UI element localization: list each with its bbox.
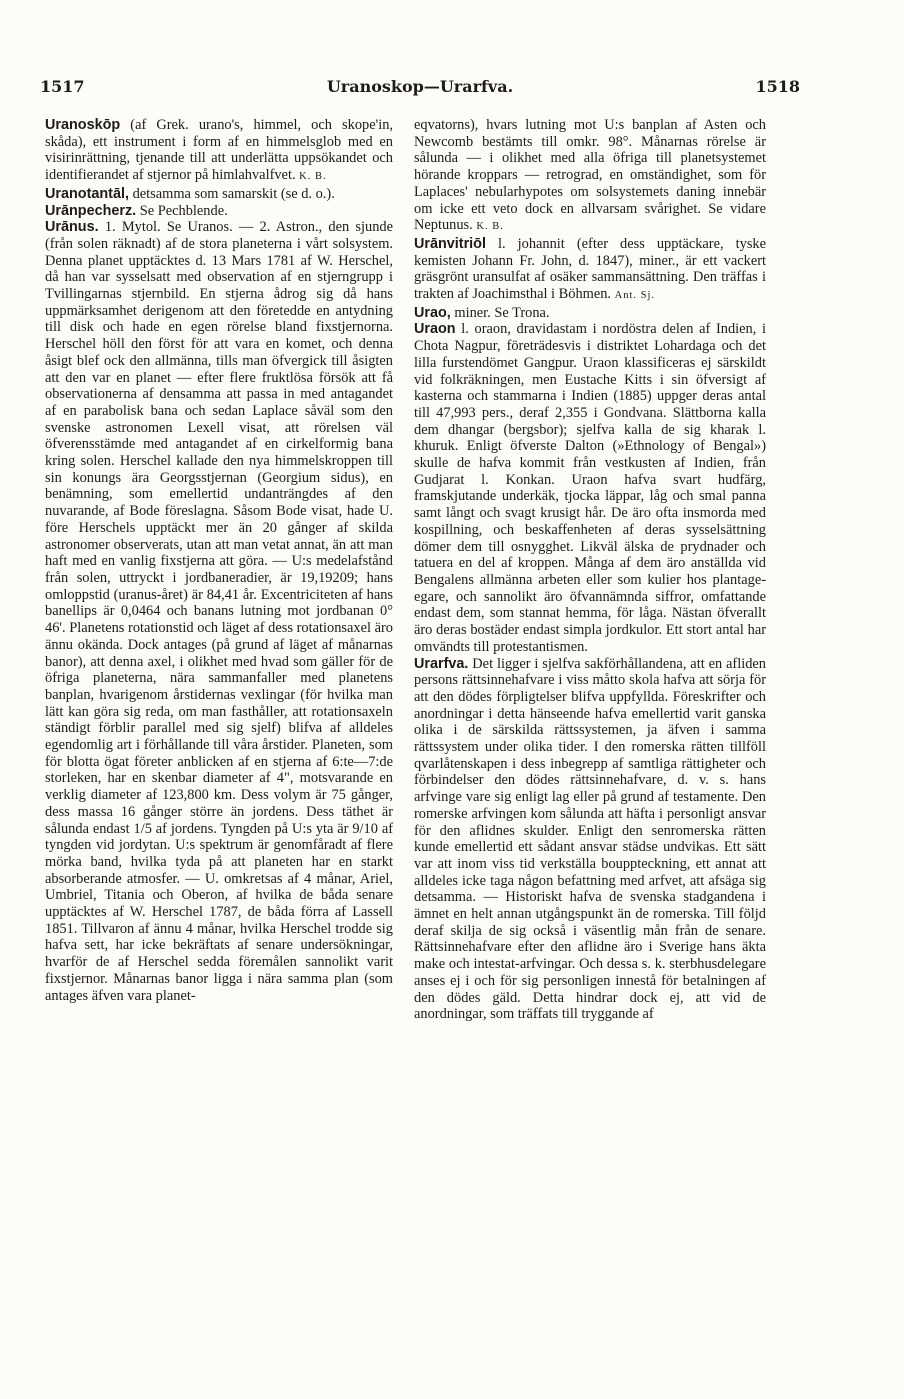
entry-text: Se Pechblende. — [136, 202, 228, 219]
entry-text: Det ligger i sjelfva sakförhållandena, att en afliden persons rättsinnehafvare i viss måtto skola hafva att sörja för att den dödes förpligtelser blifva uppfyllda. Föreskrifter och anordningar i detta hänseende hafva emellertid varit ganska olika i de särskilda rättssystemen, ja äfven i samma rättssystem under olika tider. I den romerska rätten tillföll qvarlåtenskapen i dess inbegrepp af samtliga rättigheter och förbindelser den dödes rättsinnehafvare, d. v. s. hans arfvinge vare sig enligt lag eller på grund af testamente. Den romerske arfvingen kom sålunda att häfta i personligt ansvar för den aflidnes skulder. Enligt den senromerska rätten kunde emellertid ett sådant ansvar städse undvikas. Ett sätt var att inom viss tid verkställa bouppteckning, ett annat att alldeles icke taga någon befattning med arfvet, att afsäga sig detsamma. — Historiskt hafva de svenska stadgandena i ämnet en helt annan utgångspunkt än de romerska. Till följd deraf skilja de sig också i väsentlig mån från de senare. Rättsinnehafvare efter den aflidne äro i Sverige hans äkta make och intestat-arfvingar. Och dessa s. k. sterbhusdelegare anses ej i och för sig personligen innestå för betalningen af den dödes gäld. Detta hindrar dock ej, att vid de anordningar, som träffats till tryggande af — [414, 655, 766, 1023]
entry-text: l. johannit (efter dess upptäckare, tyske kemisten Johann Fr. John, d. 1847), miner., är ett vackert gräsgrönt uransulfat af osäker sammansättning. Den träffas i trakten af Joachimsthal i Böhmen. — [414, 235, 766, 303]
running-title: Uranoskop—Urarfva. — [326, 77, 514, 96]
entry-text: l. oraon, dravidastam i nordöstra delen af Indien, i Chota Nagpur, företrädesvis i distriktet Lohardaga och det lilla furstendömet Gangpur. Uraon klassificeras ej särskildt vid folkräkningen, men Eustache Kitts i sin öfversigt af kasterna och stammarna i Indien (1885) uppger deras antal till 47,993 pers., deraf 2,355 i Gondvana. Slättborna kalla dem dhangar (bergsbor); sjelfva kalla de sig kharak l. khuruk. Enligt öfverste Dalton (»Ethnology of Bengal») skulle de hafva kommit från vestkusten af Indien, från Gudjarat l. Konkan. Uraon hafva svart hudfärg, framskjutande underkäk, tjocka läppar, låg och smal panna samt långt och svagt krusigt hår. De äro ofta insmorda med kospillning, och beskaffenheten af deras sysselsättning dömer dem till osnygghet. Likväl älska de prydnader och tatuera en del af kroppen. Många af dem äro anställda vid Bengalens allmänna arbeten eller som kulier hos plantage-egare, och sannolikt äro öfvannämnda siffror, omfattande endast dem, som stannat hemma, för låga. Nästan öfverallt äro deras bostäder endast simpla jordkulor. Ett stort antal har omvändts till protestantismen. — [414, 321, 766, 655]
entry-text: miner. Se Trona. — [450, 304, 550, 321]
headword: Urao, — [414, 304, 451, 321]
entry-uraon — [414, 321, 766, 655]
author-signature: K. B. — [476, 221, 504, 233]
page-number-right: 1518 — [755, 77, 800, 96]
entry-uranoskop — [45, 117, 393, 186]
entry-uranus-continued — [414, 117, 766, 236]
headword: Urānpecherz. — [45, 202, 137, 219]
headword: Urānus. — [45, 219, 99, 236]
entry-uranvitriol — [414, 236, 766, 305]
page-number-left: 1517 — [40, 77, 85, 96]
entry-urao — [414, 305, 766, 322]
headword: Uraon — [414, 321, 456, 338]
left-column — [45, 117, 393, 1004]
author-signature: K. B. — [299, 171, 327, 183]
entry-text: detsamma som samarskit (se d. o.). — [128, 185, 335, 202]
entry-urarfva — [414, 656, 766, 1023]
entry-uranpecherz — [45, 203, 393, 220]
entry-text: 1. Mytol. Se Uranos. — 2. Astron., den sjunde (från solen räknadt) af de stora planeterna i vårt solsystem. Denna planet upptäcktes d. 13 Mars 1781 af W. Herschel, då han var sysselsatt med observation af en stjerngrupp i Tvillingarnas stjernbild. En stjerna ådrog sig då hans uppmärksamhet derigenom att den företedde en antydning till disk och hade en egen rörelse bland fixstjernorna. Herschel höll den först för att vara en komet, och denna åsigt blef ock den allmänna, tills man öfvergick till åsigten att den var en planet — efter flere fruktlösa försök att få observationerna af densamma att passa in med antagandet af en parabolisk bana och sedan Laplace såväl som den svenske astronomen Lexell visat, att rörelsen väl öfverensstämde med antagandet af en cirkelformig bana kring solen. Herschel kallade den nya himmelskroppen till sin konungs ära Georgsstjernan (Georgium sidus), en benämning, som emellertid undanträngdes af den nuvarande, af Bode föreslagna. Såsom Bode visat, hade U. före Herschels upptäckt mer än 20 gånger af skilda astronomer observerats, utan att man vetat annat, än att man haft med en vanlig fixstjerna att göra. — U:s medelafstånd från solen, uttryckt i jordbaneradier, är 19,19209; hans omloppstid (uranus-året) är 84,41 år. Excentriciteten af hans banellips är 0,0464 och banans lutning mot jordbanan 0° 46'. Planetens rotationstid och läget af dess rotationsaxel äro ännu okända. Dock antages (på grund af läget af månarnas banor), att denna axel, i olikhet med hvad som gäller för de öfriga planeterna, nära sammanfaller med planetens banplan, hvarigenom årstidernas vexlingar (för hvilka man lätt kan göra sig reda, om man fasthåller, att rotationsaxeln ständigt förblir parallel med sig sjelf) blifva af alldeles egendomlig art i förhållande till våra årstider. Planeten, som för blotta ögat företer anblicken af en stjerna af 6:te—7:de storleken, har en skenbar diameter af 4", motsvarande en verklig diameter af 123,800 km. Dess volym är 75 gånger, dess massa 16 gånger större än jordens. Dess täthet är sålunda endast 1/5 af jordens. Tyngden på U:s yta är 9/10 af tyngden vid jordytan. U:s spektrum är genomfåradt af flere mörka band, hvilka tyda på att planeten har en starkt absorberande atmosfer. — U. omkretsas af 4 månar, Ariel, Umbriel, Titania och Oberon, af hvilka de båda senare upptäcktes af W. Herschel 1787, de båda förra af Lassell 1851. Tillvaron af ännu 4 månar, hvilka Herschel trodde sig hafva sett, har icke bekräftats af senare undersökningar, hvarför de af Herschel sedda föremålen sannolikt varit fixstjernor. Månarnas banor ligga i nära samma plan (som antages äfven vara planet- — [45, 219, 393, 1004]
author-signature: Ant. Sj. — [614, 290, 656, 302]
headword: Uranotantāl, — [45, 185, 129, 202]
entry-uranotantal — [45, 186, 393, 203]
headword: Urarfva. — [414, 655, 469, 672]
entry-text: (af Grek. urano's, himmel, och skope'in, skåda), ett instrument i form af en himmelsglob med en visirinrättning, tjenande till att underlätta uppsökandet och identifierandet af stjernor på himlahvalfvet. — [45, 117, 393, 184]
entry-uranus — [45, 219, 393, 1004]
headword: Urānvitriōl — [414, 235, 486, 252]
right-column — [414, 117, 766, 1023]
headword: Uranoskōp — [45, 117, 121, 133]
page-header — [40, 77, 800, 101]
entry-text: eqvatorns), hvars lutning mot U:s banplan af Asten och Newcomb bestämts till omkr. 98°. Månarnas rörelse är sålunda — i olikhet med alla öfriga till planetsystemet hörande kroppars — retrograd, en omständighet, som för Laplaces' nebularhypotes om solsystemets daning innebär om icke ett veto dock en allvarsam svårighet. Se vidare Neptunus. — [414, 117, 766, 234]
